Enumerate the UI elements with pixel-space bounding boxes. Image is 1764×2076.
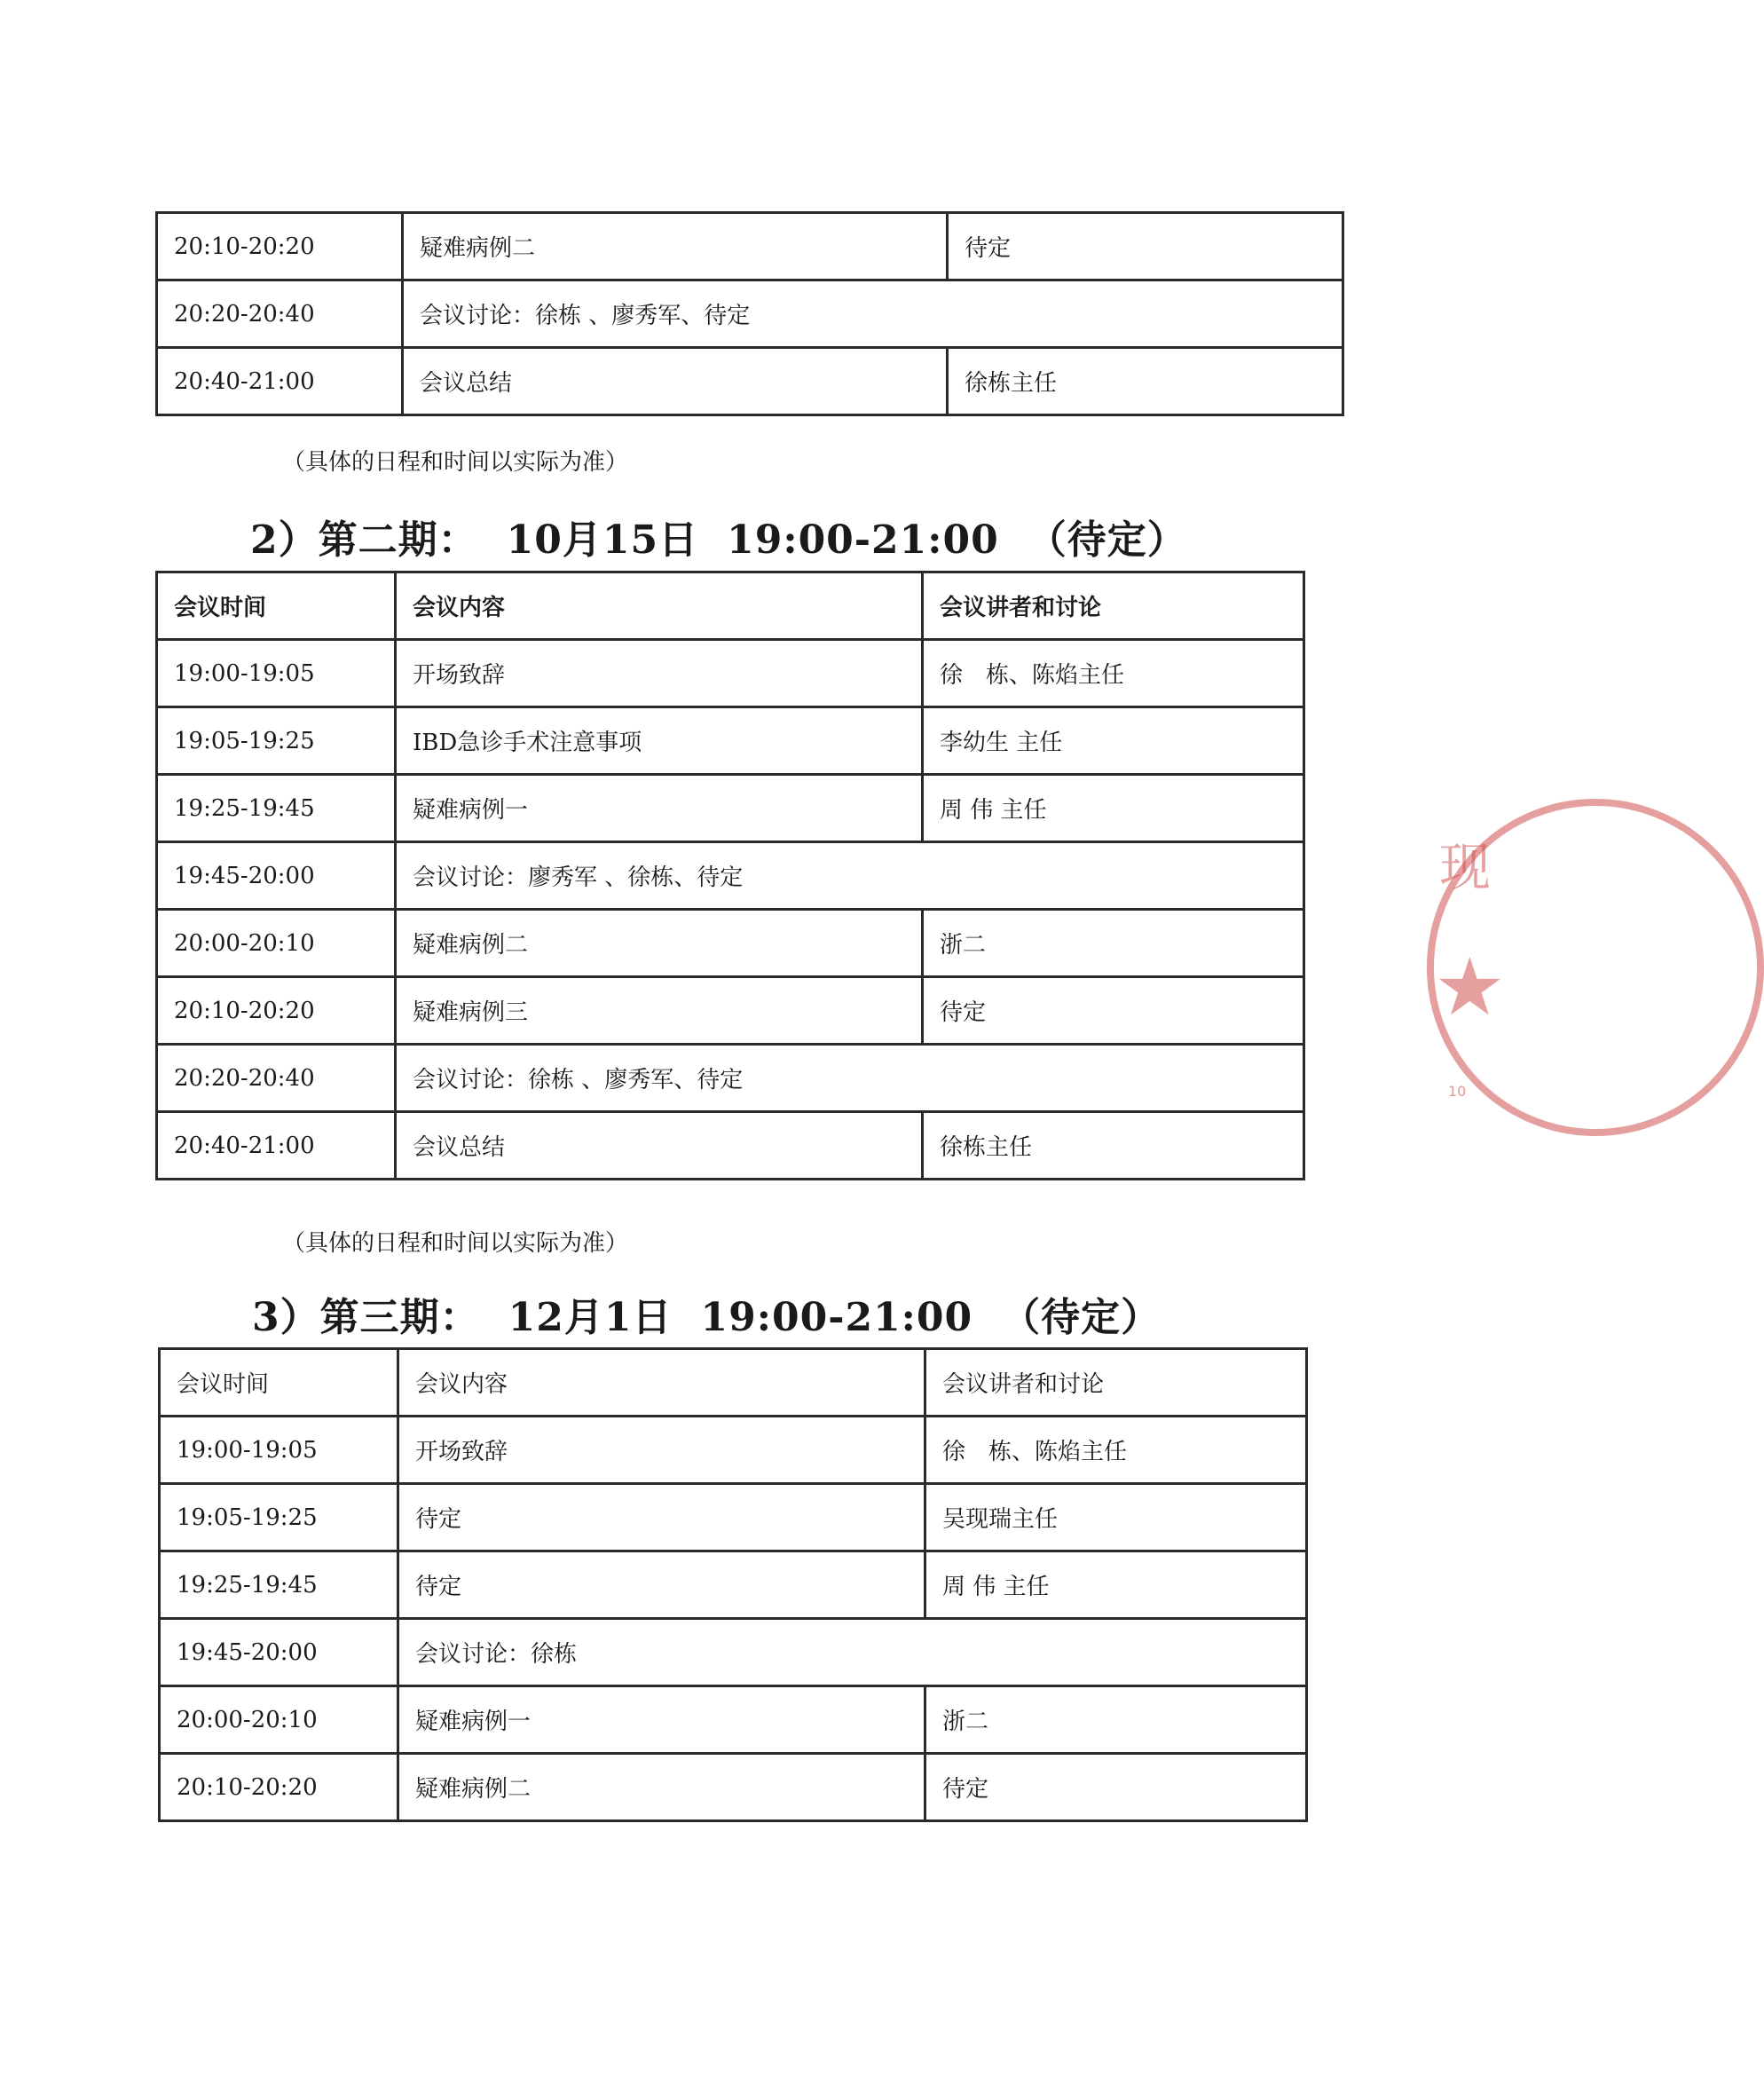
session-time: 19:00-21:00	[727, 517, 999, 563]
schedule-note: （具体的日程和时间以实际为准）	[282, 449, 629, 476]
session-status: （待定）	[1027, 517, 1187, 563]
content-cell: 开场致辞	[398, 1417, 925, 1484]
table-row	[157, 707, 1304, 775]
time-cell: 20:10-20:20	[157, 213, 403, 280]
time-cell: 19:25-19:45	[160, 1551, 398, 1619]
speaker-cell: 徐栋主任	[948, 348, 1343, 415]
speaker-cell: 徐 栋、陈焰主任	[925, 1417, 1307, 1484]
speaker-cell: 徐 栋、陈焰主任	[923, 640, 1304, 707]
speaker-cell: 周 伟 主任	[925, 1551, 1307, 1619]
speaker-cell: 浙二	[923, 910, 1304, 977]
session-time: 19:00-21:00	[700, 1295, 973, 1340]
header-time: 会议时间	[157, 572, 396, 640]
time-cell: 20:40-21:00	[157, 1112, 396, 1180]
header-content: 会议内容	[396, 572, 923, 640]
official-seal-fragment	[1427, 799, 1506, 1136]
seal-glyph: 现	[1439, 837, 1492, 897]
table-row	[160, 1484, 1307, 1551]
table-header-row	[157, 572, 1304, 640]
content-cell: 会议总结	[403, 348, 948, 415]
table-row	[157, 775, 1304, 842]
session-status: （待定）	[1001, 1295, 1162, 1340]
table-row	[157, 910, 1304, 977]
session-date: 10月15日	[506, 517, 699, 563]
content-cell: 疑难病例二	[403, 213, 948, 280]
table-row	[157, 348, 1343, 415]
content-cell: 待定	[398, 1484, 925, 1551]
session-label: 3）第三期：	[252, 1295, 480, 1340]
table-row	[160, 1619, 1307, 1686]
table-row	[157, 977, 1304, 1045]
discussion-cell: 会议讨论：徐栋 、廖秀军、待定	[403, 280, 1343, 348]
session-label: 2）第二期：	[250, 517, 478, 563]
discussion-cell: 会议讨论：徐栋	[398, 1619, 1307, 1686]
schedule-table-session-2	[155, 571, 1305, 1180]
speaker-cell: 吴现瑞主任	[925, 1484, 1307, 1551]
time-cell: 20:00-20:10	[157, 910, 396, 977]
time-cell: 20:20-20:40	[157, 280, 403, 348]
time-cell: 19:05-19:25	[160, 1484, 398, 1551]
seal-star-icon: ★	[1434, 941, 1506, 1034]
time-cell: 20:10-20:20	[160, 1754, 398, 1821]
time-cell: 19:25-19:45	[157, 775, 396, 842]
time-cell: 20:20-20:40	[157, 1045, 396, 1112]
speaker-cell: 待定	[923, 977, 1304, 1045]
header-time: 会议时间	[160, 1349, 398, 1417]
time-cell: 19:45-20:00	[160, 1619, 398, 1686]
time-cell: 20:10-20:20	[157, 977, 396, 1045]
time-cell: 20:40-21:00	[157, 348, 403, 415]
speaker-cell: 待定	[925, 1754, 1307, 1821]
content-cell: 疑难病例一	[396, 775, 923, 842]
speaker-cell: 李幼生 主任	[923, 707, 1304, 775]
table-row	[157, 640, 1304, 707]
time-cell: 19:05-19:25	[157, 707, 396, 775]
table-row	[157, 1112, 1304, 1180]
discussion-cell: 会议讨论：徐栋 、廖秀军、待定	[396, 1045, 1304, 1112]
schedule-table-session-1-tail	[155, 211, 1344, 416]
time-cell: 19:00-19:05	[157, 640, 396, 707]
table-row	[160, 1551, 1307, 1619]
table-row	[160, 1417, 1307, 1484]
schedule-note: （具体的日程和时间以实际为准）	[282, 1230, 629, 1257]
header-speaker: 会议讲者和讨论	[925, 1349, 1307, 1417]
table-row	[157, 1045, 1304, 1112]
table-header-row	[160, 1349, 1307, 1417]
speaker-cell: 浙二	[925, 1686, 1307, 1754]
content-cell: 会议总结	[396, 1112, 923, 1180]
session-2-heading	[250, 508, 1216, 564]
content-cell: 开场致辞	[396, 640, 923, 707]
session-3-heading	[252, 1285, 1189, 1342]
session-date: 12月1日	[508, 1295, 673, 1340]
table-row	[160, 1686, 1307, 1754]
time-cell: 19:00-19:05	[160, 1417, 398, 1484]
header-speaker: 会议讲者和讨论	[923, 572, 1304, 640]
speaker-cell: 待定	[948, 213, 1343, 280]
content-cell: 疑难病例一	[398, 1686, 925, 1754]
time-cell: 20:00-20:10	[160, 1686, 398, 1754]
content-cell: 待定	[398, 1551, 925, 1619]
content-cell: 疑难病例二	[398, 1754, 925, 1821]
speaker-cell: 徐栋主任	[923, 1112, 1304, 1180]
speaker-cell: 周 伟 主任	[923, 775, 1304, 842]
table-row	[160, 1754, 1307, 1821]
time-cell: 19:45-20:00	[157, 842, 396, 910]
table-row	[157, 213, 1343, 280]
seal-number: 10	[1448, 1083, 1467, 1100]
header-content: 会议内容	[398, 1349, 925, 1417]
table-row	[157, 280, 1343, 348]
schedule-table-session-3	[158, 1347, 1308, 1822]
content-cell: 疑难病例二	[396, 910, 923, 977]
discussion-cell: 会议讨论：廖秀军 、徐栋、待定	[396, 842, 1304, 910]
content-cell: IBD急诊手术注意事项	[396, 707, 923, 775]
content-cell: 疑难病例三	[396, 977, 923, 1045]
table-row	[157, 842, 1304, 910]
